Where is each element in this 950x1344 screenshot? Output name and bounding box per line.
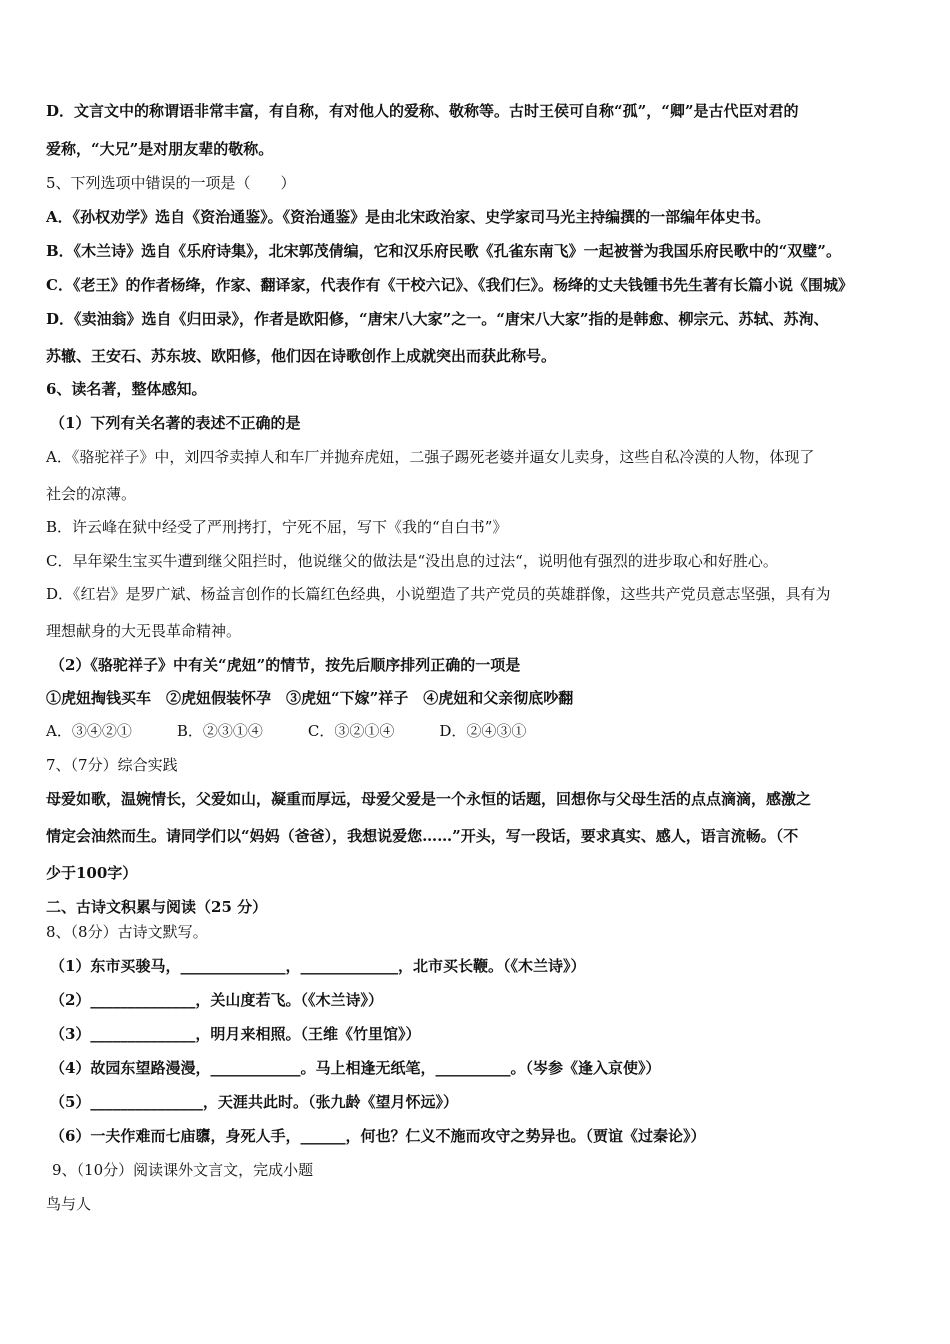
q7-stem: 7、（7分）综合实践 [46, 756, 178, 774]
q6-option-a-line1: A．《骆驼祥子》中，刘四爷卖掉人和车厂并抛弃虎妞，二强子踢死老婆并逼女儿卖身，这些自私冷漠的人物，体现了 [46, 448, 815, 466]
passage-title: 鸟与人 [46, 1195, 92, 1213]
q8-stem: 8、（8分）古诗文默写。 [46, 923, 208, 941]
q6-option-a-line2: 社会的凉薄。 [46, 485, 137, 503]
q6-part1-stem: （1）下列有关名著的表述不正确的是 [50, 414, 301, 432]
q5-option-c: C．《老王》的作者杨绛，作家、翻译家，代表作有《干校六记》、《我们仨》。杨绛的丈夫钱锺书先生著有长篇小说《围城》 [46, 276, 853, 294]
q7-body-line1: 母爱如歌，温婉情长，父爱如山，凝重而厚远，母爱父爱是一个永恒的话题，回想你与父母生活的点点滴滴，感激之 [46, 790, 812, 808]
q6-option-b: B．许云峰在狱中经受了严刑拷打，宁死不屈，写下《我的“自白书”》 [46, 518, 508, 536]
q8-item-1: （1）东市买骏马，______________，_____________，北市买长鞭。（《木兰诗》） [50, 957, 586, 975]
q7-body-line3: 少于100字） [46, 864, 138, 882]
section-two-heading: 二、古诗文积累与阅读（25 分） [46, 898, 268, 916]
q5-option-a: A．《孙权劝学》选自《资治通鉴》。《资治通鉴》是由北宋政治家、史学家司马光主持编撰的一部编年体史书。 [46, 208, 771, 226]
q5-option-d-line2: 苏辙、王安石、苏东坡、欧阳修，他们因在诗歌创作上成就突出而获此称号。 [46, 347, 557, 365]
q9-stem: 9、（10分）阅读课外文言文，完成小题 [52, 1161, 314, 1179]
q8-item-2: （2）______________，关山度若飞。（《木兰诗》） [50, 991, 383, 1009]
q4-option-d-line1: D．文言文中的称谓语非常丰富，有自称，有对他人的爱称、敬称等。古时王侯可自称“孤”，“卿”是古代臣对君的 [46, 102, 799, 120]
q6-stem: 6、读名著，整体感知。 [46, 380, 207, 398]
q6-option-c: C．早年梁生宝买牛遭到继父阻拦时，他说继父的做法是“没出息的过法“，说明他有强烈的进步取心和好胜心。 [46, 552, 778, 570]
q6-option-d-line2: 理想献身的大无畏革命精神。 [46, 622, 242, 640]
q8-item-6: （6）一夫作难而七庙隳，身死人手，______，何也？仁义不施而攻守之势异也。（贾谊《过秦论》） [50, 1127, 706, 1145]
q6-part2-options: A．③④②① B．②③①④ C．③②①④ D．②④③① [46, 722, 527, 740]
q4-option-d-line2: 爱称，“大兄”是对朋友辈的敬称。 [46, 140, 274, 158]
q5-option-d-line1: D．《卖油翁》选自《归田录》，作者是欧阳修，“唐宋八大家”之一。“唐宋八大家”指的是韩愈、柳宗元、苏轼、苏洵、 [46, 310, 829, 328]
q7-body-line2: 情定会油然而生。请同学们以“妈妈（爸爸），我想说爱您……”开头，写一段话，要求真实、感人，语言流畅。（不 [46, 827, 799, 845]
q6-part2-events: ①虎妞掏钱买车 ②虎妞假装怀孕 ③虎妞“下嫁”祥子 ④虎妞和父亲彻底吵翻 [46, 689, 574, 707]
q8-item-3: （3）______________，明月来相照。（王维《竹里馆》） [50, 1025, 421, 1043]
q6-part2-stem: （2）《骆驼祥子》中有关“虎妞”的情节，按先后顺序排列正确的一项是 [50, 656, 521, 674]
q6-option-d-line1: D．《红岩》是罗广斌、杨益言创作的长篇红色经典，小说塑造了共产党员的英雄群像，这些共产党员意志坚强，具有为 [46, 585, 831, 603]
q8-item-5: （5）_______________，天涯共此时。（张九龄《望月怀远》） [50, 1093, 458, 1111]
q5-stem: 5、下列选项中错误的一项是（ ） [46, 174, 296, 192]
q5-option-b: B．《木兰诗》选自《乐府诗集》，北宋郭茂倩编，它和汉乐府民歌《孔雀东南飞》一起被誉为我国乐府民歌中的“双璧”。 [46, 242, 841, 260]
q8-item-4: （4）故园东望路漫漫，____________。马上相逢无纸笔，__________。（岑参《逢入京使》） [50, 1059, 661, 1077]
